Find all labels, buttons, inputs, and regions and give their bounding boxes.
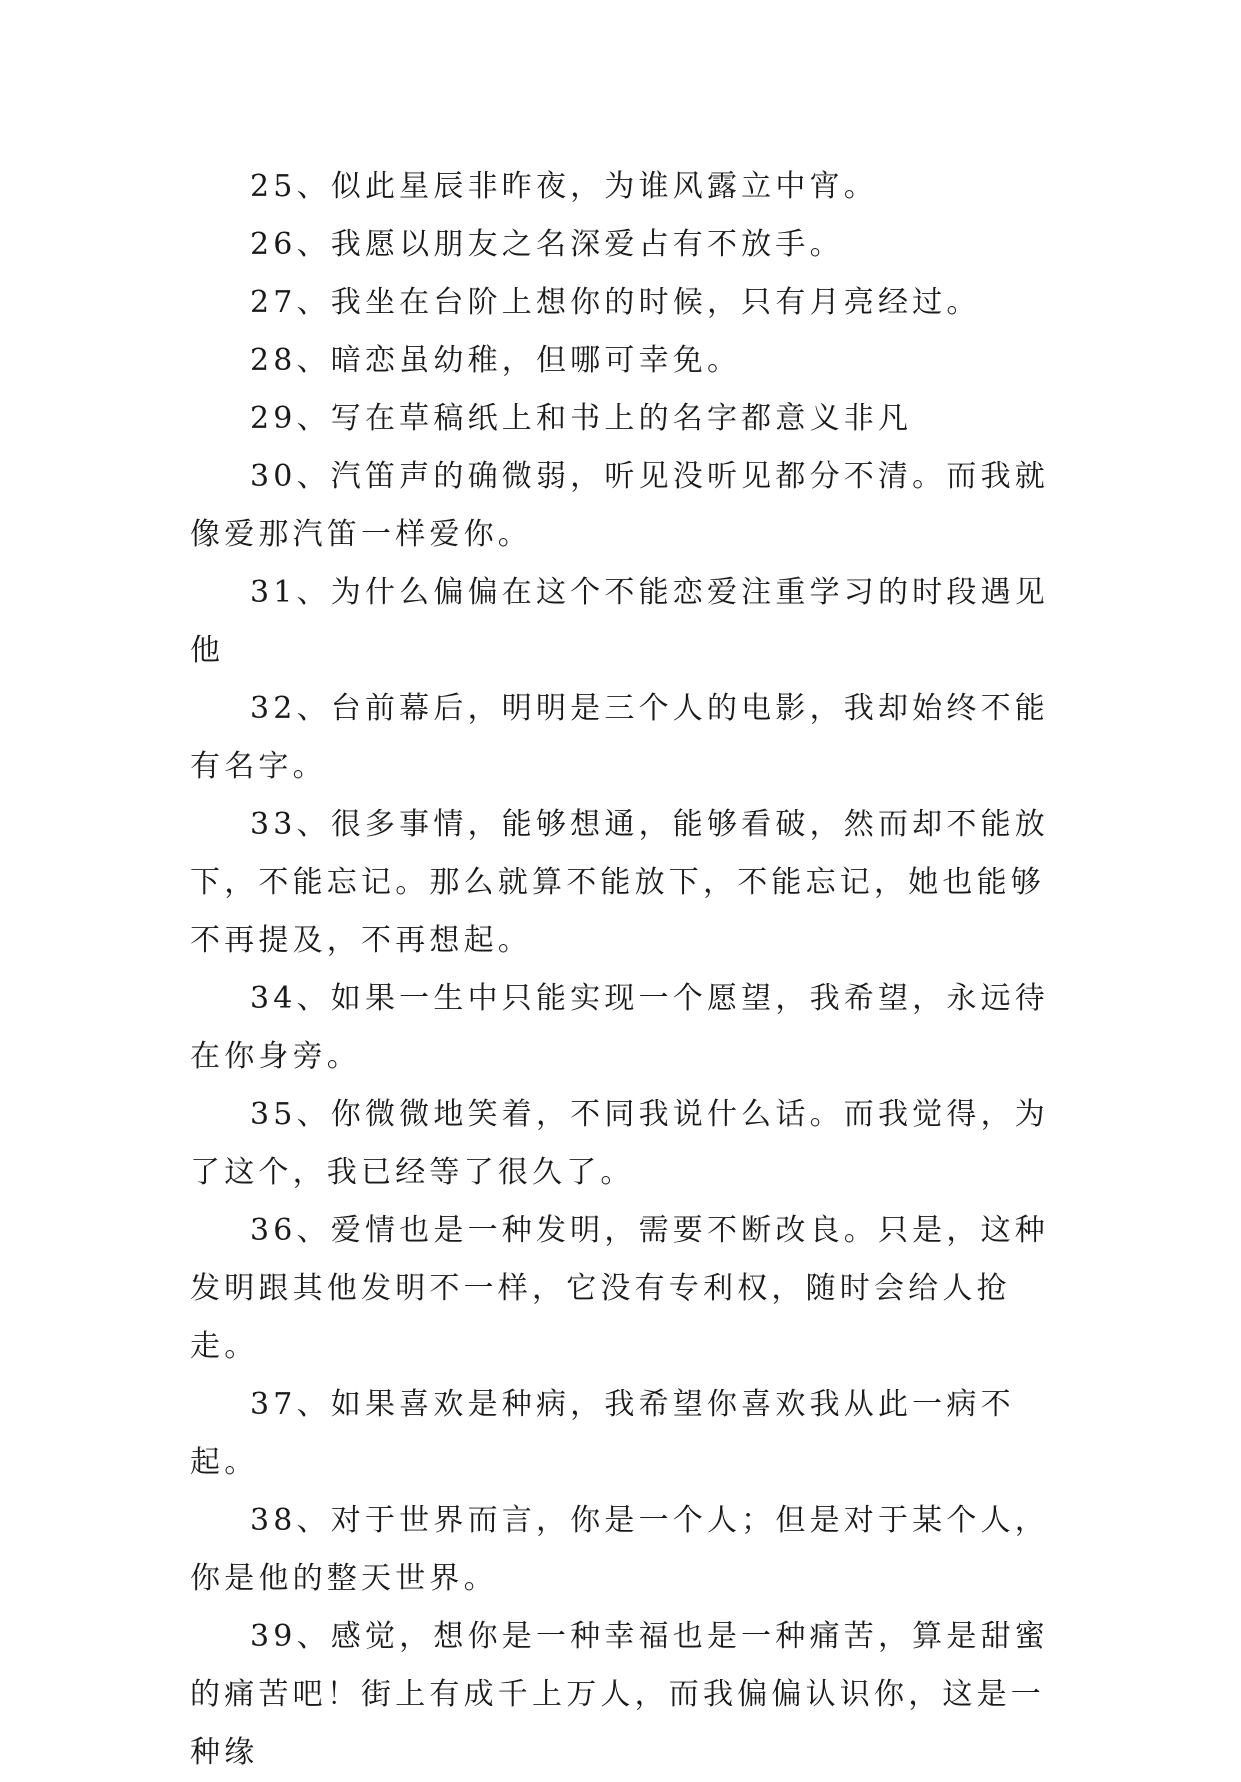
paragraph-31: 31、为什么偏偏在这个不能恋爱注重学习的时段遇见他 (190, 575, 1049, 668)
paragraph-34: 34、如果一生中只能实现一个愿望，我希望，永远待在你身旁。 (190, 981, 1049, 1074)
paragraph-37: 37、如果喜欢是种病，我希望你喜欢我从此一病不起。 (190, 1387, 1015, 1480)
paragraph-28: 28、暗恋虽幼稚，但哪可幸免。 (250, 343, 742, 378)
paragraph-29: 29、写在草稿纸上和书上的名字都意义非凡 (250, 401, 913, 436)
paragraph-38: 38、对于世界而言，你是一个人；但是对于某个人，你是他的整天世界。 (190, 1503, 1049, 1596)
document-body (190, 158, 1070, 1782)
paragraph-26: 26、我愿以朋友之名深爱占有不放手。 (250, 227, 844, 262)
paragraph-25: 25、似此星辰非昨夜，为谁风露立中宵。 (250, 169, 878, 204)
paragraph-30: 30、汽笛声的确微弱，听见没听见都分不清。而我就像爱那汽笛一样爱你。 (190, 459, 1049, 552)
paragraph-39: 39、感觉，想你是一种幸福也是一种痛苦，算是甜蜜的痛苦吧！街上有成千上万人，而我偏偏认识你，这是一种缘 (190, 1619, 1049, 1770)
paragraph-32: 32、台前幕后，明明是三个人的电影，我却始终不能有名字。 (190, 691, 1049, 784)
paragraph-36: 36、爱情也是一种发明，需要不断改良。只是，这种发明跟其他发明不一样，它没有专利权，随时会给人抢走。 (190, 1213, 1049, 1364)
paragraph-33: 33、很多事情，能够想通，能够看破，然而却不能放下，不能忘记。那么就算不能放下，不能忘记，她也能够不再提及，不再想起。 (190, 807, 1049, 958)
paragraph-35: 35、你微微地笑着，不同我说什么话。而我觉得，为了这个，我已经等了很久了。 (190, 1097, 1049, 1190)
paragraph-27: 27、我坐在台阶上想你的时候，只有月亮经过。 (250, 285, 981, 320)
